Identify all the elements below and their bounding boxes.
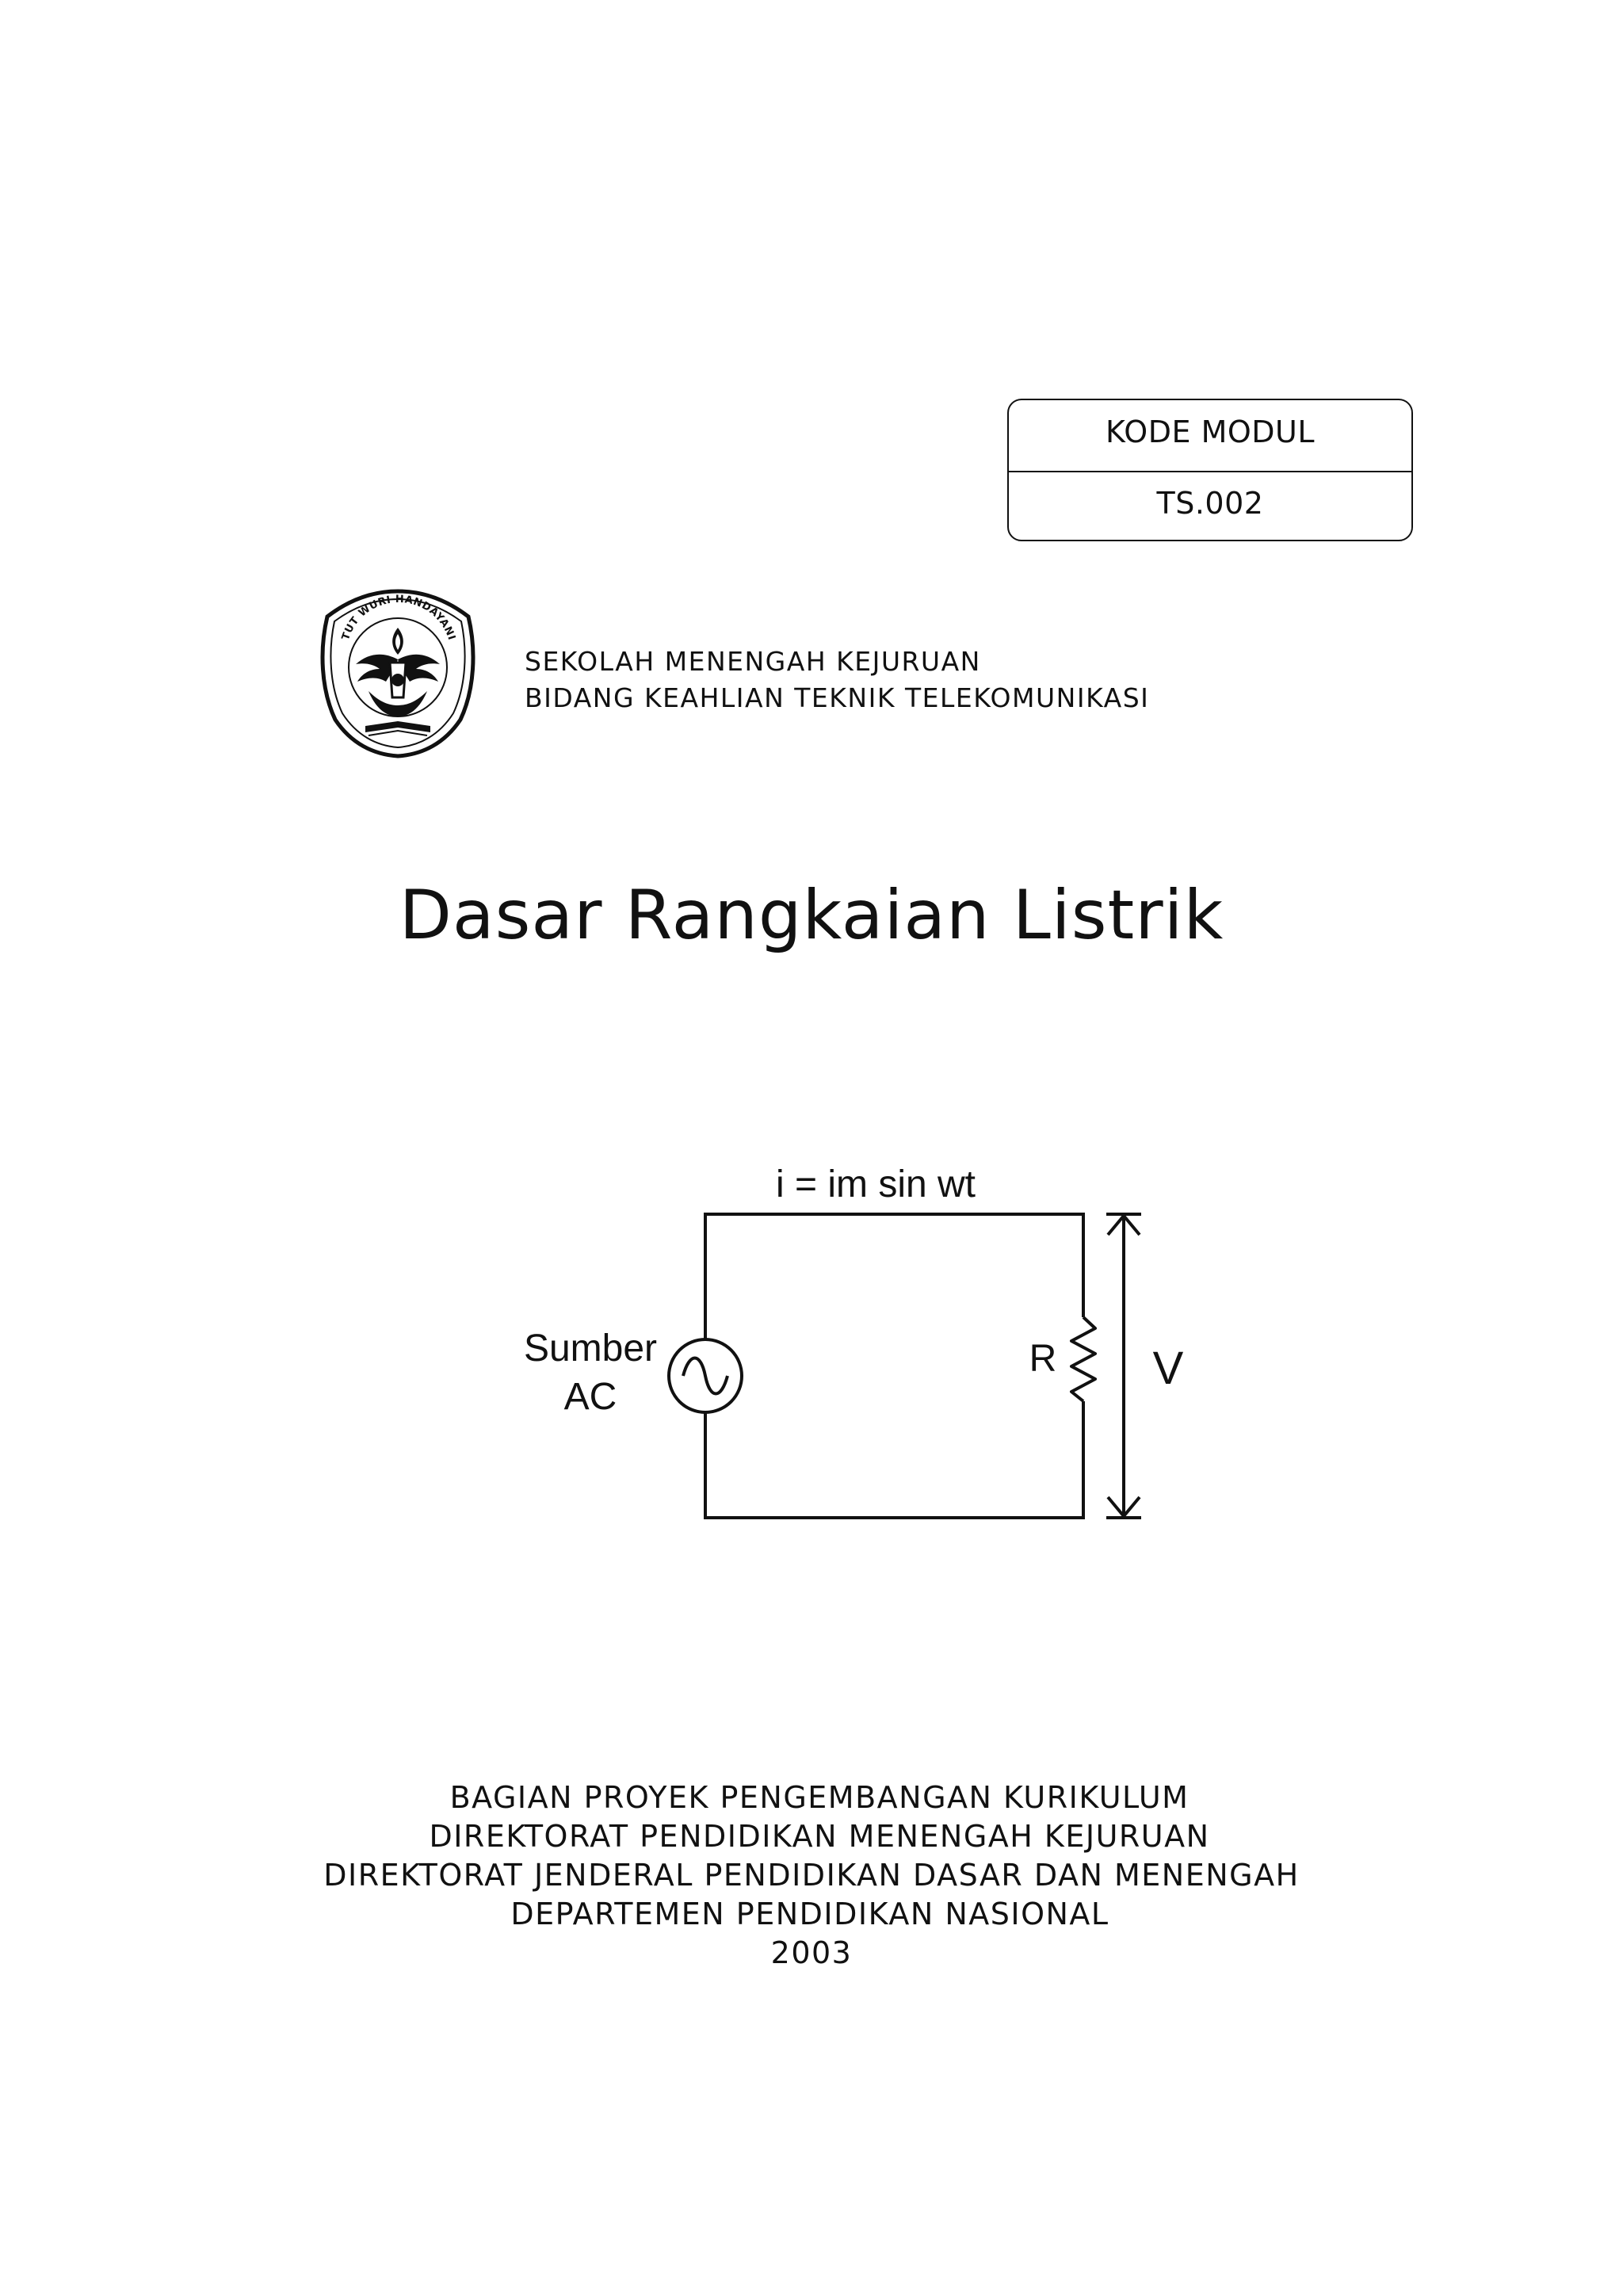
document-title: Dasar Rangkaian Listrik xyxy=(399,876,1224,955)
current-equation-label: i = im sin wt xyxy=(775,1163,976,1205)
ac-circuit-diagram xyxy=(475,1133,1236,1545)
footer-year: 2003 xyxy=(770,1935,853,1970)
school-line-2: BIDANG KEAHLIAN TEKNIK TELEKOMUNIKASI xyxy=(525,682,1150,713)
module-code-box xyxy=(1007,399,1413,541)
resistor-label: R xyxy=(1029,1338,1057,1380)
tut-wuri-handayani-emblem-icon xyxy=(313,586,483,761)
voltage-label: V xyxy=(1152,1343,1184,1394)
school-heading xyxy=(525,644,1149,716)
source-label-line-2: AC xyxy=(563,1376,617,1418)
footer-line-1: BAGIAN PROYEK PENGEMBANGAN KURIKULUM xyxy=(449,1780,1190,1815)
emblem-motto: TUT WURI HANDAYANI xyxy=(339,593,458,642)
footer-line-3: DIREKTORAT JENDERAL PENDIDIKAN DASAR DAN MENENGAH xyxy=(323,1858,1300,1893)
school-line-1: SEKOLAH MENENGAH KEJURUAN xyxy=(525,646,981,677)
module-code-label: KODE MODUL xyxy=(1105,415,1316,449)
resistor-icon xyxy=(1071,1317,1095,1401)
publisher-footer xyxy=(0,1778,1623,1973)
module-code-divider xyxy=(1009,471,1411,472)
module-code-value: TS.002 xyxy=(1156,486,1264,521)
footer-line-4: DEPARTEMEN PENDIDIKAN NASIONAL xyxy=(510,1897,1109,1931)
footer-line-2: DIREKTORAT PENDIDIKAN MENENGAH KEJURUAN xyxy=(429,1819,1210,1854)
source-label-line-1: Sumber xyxy=(523,1328,658,1370)
voltage-arrow-icon xyxy=(1106,1214,1141,1518)
ac-source-icon xyxy=(669,1339,742,1412)
